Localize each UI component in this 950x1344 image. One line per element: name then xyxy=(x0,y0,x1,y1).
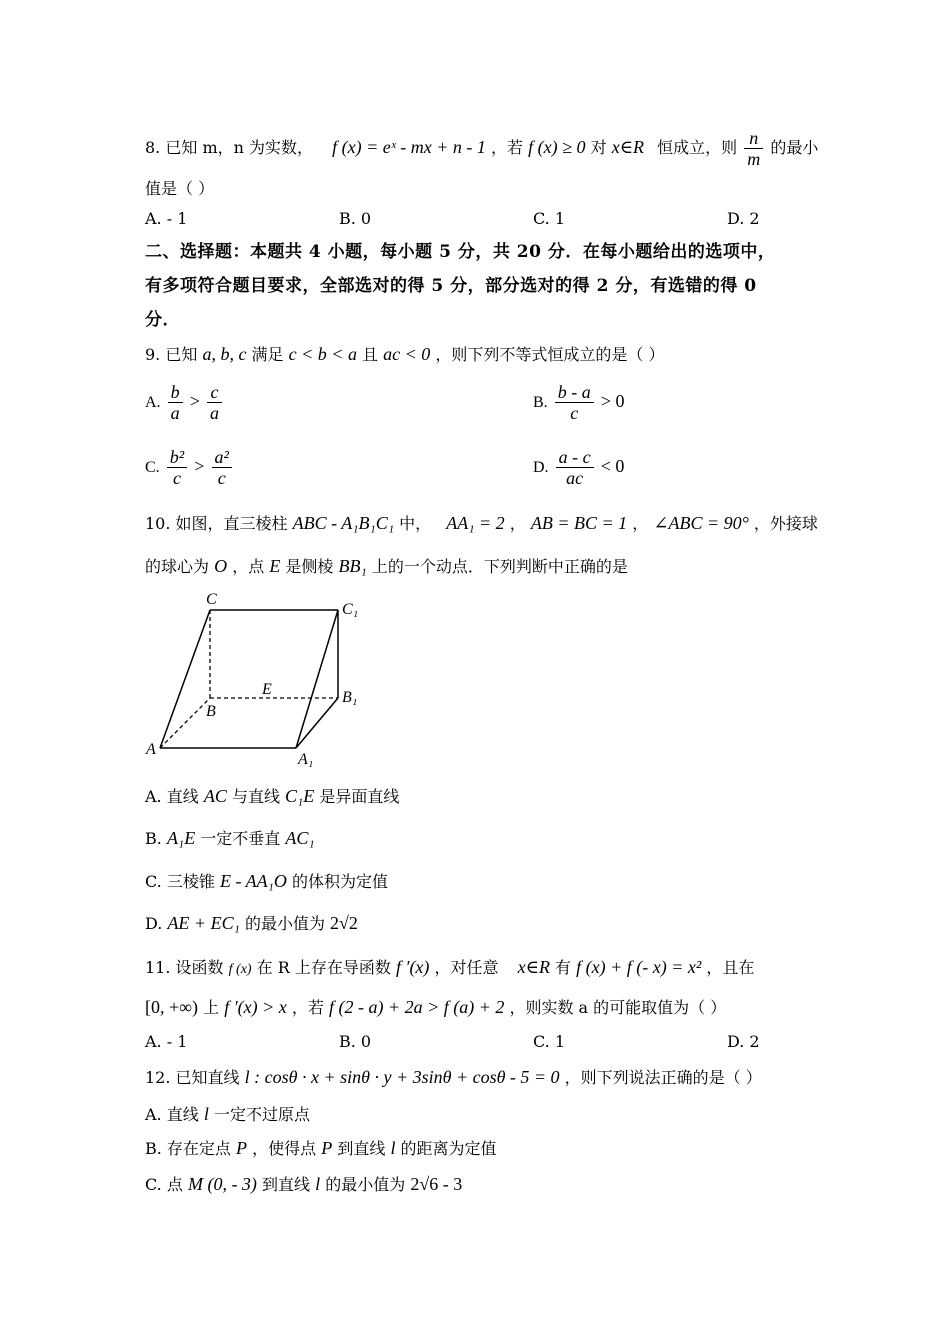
label-A1: A₁ xyxy=(298,751,314,768)
q10-line2-d: 上的一个动点．下列判断中正确的是 xyxy=(371,557,628,576)
section2-line3: 分． xyxy=(145,310,180,330)
q9-c-left-den: c xyxy=(167,467,187,488)
q9-c-left-num: b² xyxy=(169,447,185,467)
q10-b-m1: A₁E xyxy=(166,828,196,848)
q12-a-b: 一定不过原点 xyxy=(213,1105,310,1124)
q9-vars: a, b, c xyxy=(202,344,247,364)
q10-a-text-a: A. 直线 xyxy=(145,787,199,806)
q11-l2-b: ，若 xyxy=(291,998,324,1017)
q12-b-b: ，使得点 xyxy=(252,1139,317,1158)
q9-d-frac xyxy=(556,447,594,488)
q9-a-left-num: b xyxy=(170,382,180,402)
q11-f3: x∈R xyxy=(517,957,550,977)
q8-frac-num: n xyxy=(749,128,759,148)
q9-d-num: a - c xyxy=(558,447,591,467)
q10-a-text-b: 与直线 xyxy=(231,787,280,806)
edge-C1-A1 xyxy=(296,610,338,748)
edge-A-C xyxy=(160,610,210,748)
q10-point: E xyxy=(269,556,281,576)
q9-cond2: ac < 0 xyxy=(383,344,431,364)
q12-c-a: C. 点 xyxy=(145,1175,183,1194)
q12-c-m2: l xyxy=(315,1174,321,1194)
q11-option-d: D. 2 xyxy=(727,1032,760,1051)
q10-d-text-a: D. xyxy=(145,914,163,933)
q8-frac-den: m xyxy=(744,148,763,169)
q10-option-a xyxy=(145,785,399,808)
q9-a-label: A. xyxy=(145,394,161,411)
q9-a-frac-right xyxy=(207,382,222,423)
q10-cond1: AA₁ = 2 xyxy=(446,513,505,533)
q11-stem-line1 xyxy=(145,956,754,981)
q8-stem-e: 的最小 xyxy=(770,138,819,157)
q9-stem xyxy=(145,343,664,366)
q10-a-text-c: 是异面直线 xyxy=(319,787,400,806)
q9-stem-a: 9. 已知 xyxy=(145,345,198,364)
q8-stem-b: ，若 xyxy=(491,138,524,157)
q9-b-den: c xyxy=(555,402,594,423)
label-A: A xyxy=(146,741,156,758)
q9-b-label: B. xyxy=(533,394,548,411)
q8-formula-f: f (x) = eˣ - mx + n - 1 xyxy=(332,137,486,157)
q10-prism: ABC - A₁B₁C₁ xyxy=(292,513,395,533)
section2-line1: 二、选择题：本题共 4 小题，每小题 5 分，共 20 分．在每小题给出的选项中， xyxy=(145,242,776,262)
label-E: E xyxy=(262,681,272,698)
edge-A1-B1 xyxy=(296,698,338,748)
q11-option-b: B. 0 xyxy=(339,1032,372,1051)
q12-stem-b: ，则下列说法正确的是（ ） xyxy=(564,1068,762,1087)
q10-cond3: ∠ABC = 90° xyxy=(653,513,749,533)
q11-l2-m2: f ′(x) > x xyxy=(224,997,287,1017)
q11-stem-d: 有 xyxy=(555,958,572,977)
q9-c-op: > xyxy=(194,456,205,476)
q12-c-b: 到直线 xyxy=(262,1175,311,1194)
q10-b-text-b: 一定不垂直 xyxy=(200,829,281,848)
q10-line2-a: 的球心为 xyxy=(145,557,210,576)
q9-d-label: D. xyxy=(533,459,549,476)
q9-c-label: C. xyxy=(145,459,160,476)
label-B: B xyxy=(206,703,216,720)
q10-c-text-b: 的体积为定值 xyxy=(291,872,388,891)
q12-line-eq: l : cosθ · x + sinθ · y + 3sinθ + cosθ - 5 = 0 xyxy=(244,1067,560,1087)
q12-c-c: 的最小值为 xyxy=(325,1175,406,1194)
q10-c-m1: E - AA₁O xyxy=(219,871,287,891)
q9-a-op: > xyxy=(189,391,200,411)
q10-line2-c: 是侧棱 xyxy=(285,557,334,576)
q10-stem-b: 中， xyxy=(399,514,432,533)
q12-stem-a: 12. 已知直线 xyxy=(145,1068,240,1087)
q8-stem-line1 xyxy=(145,128,818,169)
q8-stem-d: 恒成立，则 xyxy=(657,138,738,157)
q10-prism-figure xyxy=(140,588,380,770)
q12-b-m1: P xyxy=(236,1138,248,1158)
q8-stem-line2: 值是（ ） xyxy=(145,179,215,198)
q9-option-c xyxy=(145,447,234,488)
q12-b-m2: P xyxy=(321,1138,333,1158)
section2-line2: 有多项符合题目要求，全部选对的得 5 分，部分选对的得 2 分，有选错的得 0 xyxy=(145,276,757,296)
q9-option-d xyxy=(533,447,624,488)
q12-b-m3: l xyxy=(390,1138,396,1158)
q11-f1: f (x) xyxy=(228,962,252,977)
q11-option-a: A. - 1 xyxy=(145,1032,188,1051)
q10-b-m2: AC₁ xyxy=(285,828,315,848)
q11-options xyxy=(0,1032,950,1054)
q9-a-right-num: c xyxy=(210,382,219,402)
q9-c-right-den: c xyxy=(212,467,232,488)
edge-A-B-hidden xyxy=(160,698,210,748)
q10-cond2: AB = BC = 1 xyxy=(530,513,628,533)
q10-option-b xyxy=(145,827,315,850)
q8-formula-domain: x∈R xyxy=(611,137,645,157)
q9-d-den: ac xyxy=(556,467,594,488)
q10-a-m2: C₁E xyxy=(285,786,315,806)
label-C1: C₁ xyxy=(342,601,359,618)
q10-edge: BB₁ xyxy=(338,556,367,576)
q10-option-c xyxy=(145,870,388,893)
q10-line2-b: ，点 xyxy=(232,557,265,576)
q12-option-a xyxy=(145,1103,310,1126)
q10-d-m1: AE + EC₁ xyxy=(167,913,240,933)
q11-interval: [0, +∞) xyxy=(145,997,198,1017)
q8-stem-a: 8. 已知 m，n 为实数， xyxy=(145,138,314,157)
q10-stem-a: 10. 如图，直三棱柱 xyxy=(145,514,288,533)
q9-option-b xyxy=(533,382,625,423)
q8-option-d: D. 2 xyxy=(727,209,760,228)
q9-stem-b: 满足 xyxy=(251,345,284,364)
q12-a-m: l xyxy=(203,1104,209,1124)
q11-l2-m3: f (2 - a) + 2a > f (a) + 2 xyxy=(328,997,505,1017)
q11-stem-e: ，且在 xyxy=(706,958,755,977)
q12-b-c: 到直线 xyxy=(337,1139,386,1158)
q10-a-m1: AC xyxy=(203,786,227,806)
q12-b-a: B. 存在定点 xyxy=(145,1139,231,1158)
q10-stem-line2 xyxy=(145,555,628,578)
q11-l2-a: 上 xyxy=(203,998,220,1017)
q10-center: O xyxy=(214,556,228,576)
q8-stem-c: 对 xyxy=(590,138,607,157)
label-C: C xyxy=(206,591,217,608)
q8-option-b: B. 0 xyxy=(339,209,372,228)
q10-d-m2: 2√2 xyxy=(330,913,358,933)
q9-a-left-den: a xyxy=(168,402,183,423)
q9-stem-d: ，则下列不等式恒成立的是（ ） xyxy=(435,345,665,364)
q9-b-num: b - a xyxy=(557,382,591,402)
q12-option-b xyxy=(145,1137,497,1160)
q8-fraction xyxy=(744,128,763,169)
q11-f4: f (x) + f (- x) = x² xyxy=(576,957,702,977)
q9-a-right-den: a xyxy=(207,402,222,423)
label-B1: B₁ xyxy=(342,689,358,706)
q12-c-m1: M (0, - 3) xyxy=(187,1174,257,1194)
q9-cond1: c < b < a xyxy=(288,344,357,364)
q10-stem-line1: 10. 如图，直三棱柱 ABC - A₁B₁C₁ 中， AA₁ = 2 ， AB = BC = 1 ， ∠ABC = 90° ，外接球 xyxy=(145,513,818,533)
q10-c-text-a: C. 三棱锥 xyxy=(145,872,215,891)
q12-a-a: A. 直线 xyxy=(145,1105,199,1124)
q8-options xyxy=(0,209,950,231)
q10-option-d xyxy=(145,912,358,935)
q8-option-a: A. - 1 xyxy=(145,209,188,228)
q11-stem-b: 在 R 上存在导函数 xyxy=(256,958,391,977)
q9-a-frac-left xyxy=(168,382,183,423)
q8-option-c: C. 1 xyxy=(533,209,566,228)
q12-option-c xyxy=(145,1173,462,1196)
q10-b-text-a: B. xyxy=(145,829,162,848)
q11-option-c: C. 1 xyxy=(533,1032,566,1051)
q9-c-right-num: a² xyxy=(214,447,229,467)
q9-c-frac-right xyxy=(212,447,232,488)
q9-b-frac xyxy=(555,382,594,423)
q10-stem-c: ，外接球 xyxy=(753,514,818,533)
q12-c-m3: 2√6 - 3 xyxy=(410,1174,463,1194)
q11-stem-line2 xyxy=(145,996,726,1019)
q12-stem xyxy=(145,1066,762,1089)
q9-c-frac-left xyxy=(167,447,187,488)
q8-formula-ineq: f (x) ≥ 0 xyxy=(528,137,586,157)
q9-d-rest: < 0 xyxy=(600,456,625,476)
q11-stem-c: ，对任意 xyxy=(434,958,499,977)
q11-f2: f ′(x) xyxy=(396,957,430,977)
q11-l2-c: ，则实数 a 的可能取值为（ ） xyxy=(509,998,727,1017)
q9-b-rest: > 0 xyxy=(600,391,625,411)
q11-stem-a: 11. 设函数 xyxy=(145,958,224,977)
q10-d-text-b: 的最小值为 xyxy=(244,914,325,933)
q9-option-a xyxy=(145,382,224,423)
q12-b-d: 的距离为定值 xyxy=(400,1139,497,1158)
q9-stem-c: 且 xyxy=(362,345,379,364)
